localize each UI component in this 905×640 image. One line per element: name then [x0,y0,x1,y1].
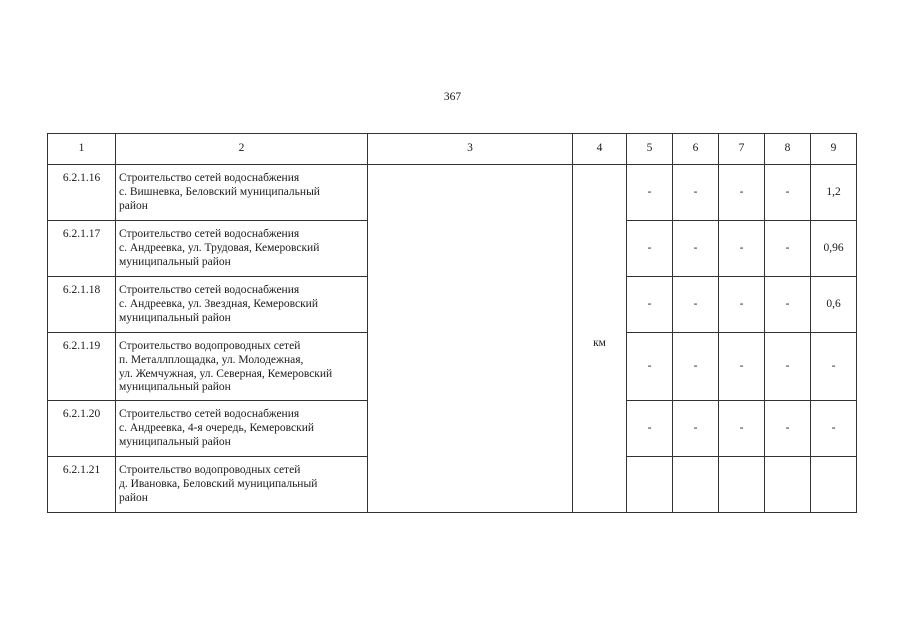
row-name [116,333,368,401]
column-header: 9 [811,134,857,165]
value-cell [765,457,811,513]
value-cell: - [765,277,811,333]
value-cell: - [719,221,765,277]
row-code: 6.2.1.17 [48,221,116,277]
value-cell: - [673,221,719,277]
name-line: муниципальный район [119,435,231,448]
column-header: 3 [368,134,573,165]
value-cell: - [719,165,765,221]
name-line: Строительство сетей водоснабжения [119,172,300,184]
value-cell: - [673,401,719,457]
value-cell: - [627,401,673,457]
value-cell: - [673,333,719,401]
value-cell [627,457,673,513]
value-cell: - [765,333,811,401]
value-cell: - [627,333,673,401]
row-name [116,277,368,333]
value-cell: - [719,277,765,333]
value-cell [811,457,857,513]
value-cell: - [765,165,811,221]
name-line: ул. Жемчужная, ул. Северная, Кемеровский [119,367,333,380]
name-line: с. Вишневка, Беловский муниципальный [119,185,320,198]
value-cell: - [627,165,673,221]
value-cell [673,457,719,513]
name-line: Строительство водопроводных сетей [119,340,301,352]
row-code: 6.2.1.20 [48,401,116,457]
unit-cell: км [573,165,627,513]
column-header: 8 [765,134,811,165]
value-cell: 0,96 [811,221,857,277]
value-cell: - [627,221,673,277]
value-cell: - [765,221,811,277]
name-line: район [119,491,148,504]
name-line: с. Андреевка, ул. Трудовая, Кемеровский [119,241,320,254]
value-cell: 0,6 [811,277,857,333]
value-cell: - [811,401,857,457]
table-header-row [48,134,857,165]
column-header: 1 [48,134,116,165]
name-line: д. Ивановка, Беловский муниципальный [119,477,318,490]
name-line: п. Металлплощадка, ул. Молодежная, [119,353,304,366]
name-line: Строительство сетей водоснабжения [119,408,300,420]
value-cell: - [765,401,811,457]
column-3-merged-cell [368,165,573,513]
row-code: 6.2.1.19 [48,333,116,401]
row-code: 6.2.1.16 [48,165,116,221]
row-name [116,401,368,457]
row-code: 6.2.1.21 [48,457,116,513]
name-line: район [119,199,148,212]
name-line: муниципальный район [119,255,231,268]
name-line: с. Андреевка, ул. Звездная, Кемеровский [119,297,318,310]
row-code: 6.2.1.18 [48,277,116,333]
value-cell: 1,2 [811,165,857,221]
name-line: муниципальный район [119,311,231,324]
column-header: 6 [673,134,719,165]
column-header: 7 [719,134,765,165]
name-line: Строительство сетей водоснабжения [119,284,300,296]
column-header: 5 [627,134,673,165]
column-header: 4 [573,134,627,165]
value-cell [719,457,765,513]
name-line: Строительство водопроводных сетей [119,464,301,476]
value-cell: - [627,277,673,333]
page-number: 367 [443,91,462,103]
table-row [48,165,857,221]
data-table [47,133,857,513]
value-cell: - [811,333,857,401]
row-name [116,457,368,513]
name-line: муниципальный район [119,381,231,394]
value-cell: - [719,333,765,401]
row-name [116,221,368,277]
value-cell: - [673,165,719,221]
row-name [116,165,368,221]
value-cell: - [673,277,719,333]
column-header: 2 [116,134,368,165]
name-line: с. Андреевка, 4-я очередь, Кемеровский [119,421,315,434]
value-cell: - [719,401,765,457]
name-line: Строительство сетей водоснабжения [119,228,300,240]
